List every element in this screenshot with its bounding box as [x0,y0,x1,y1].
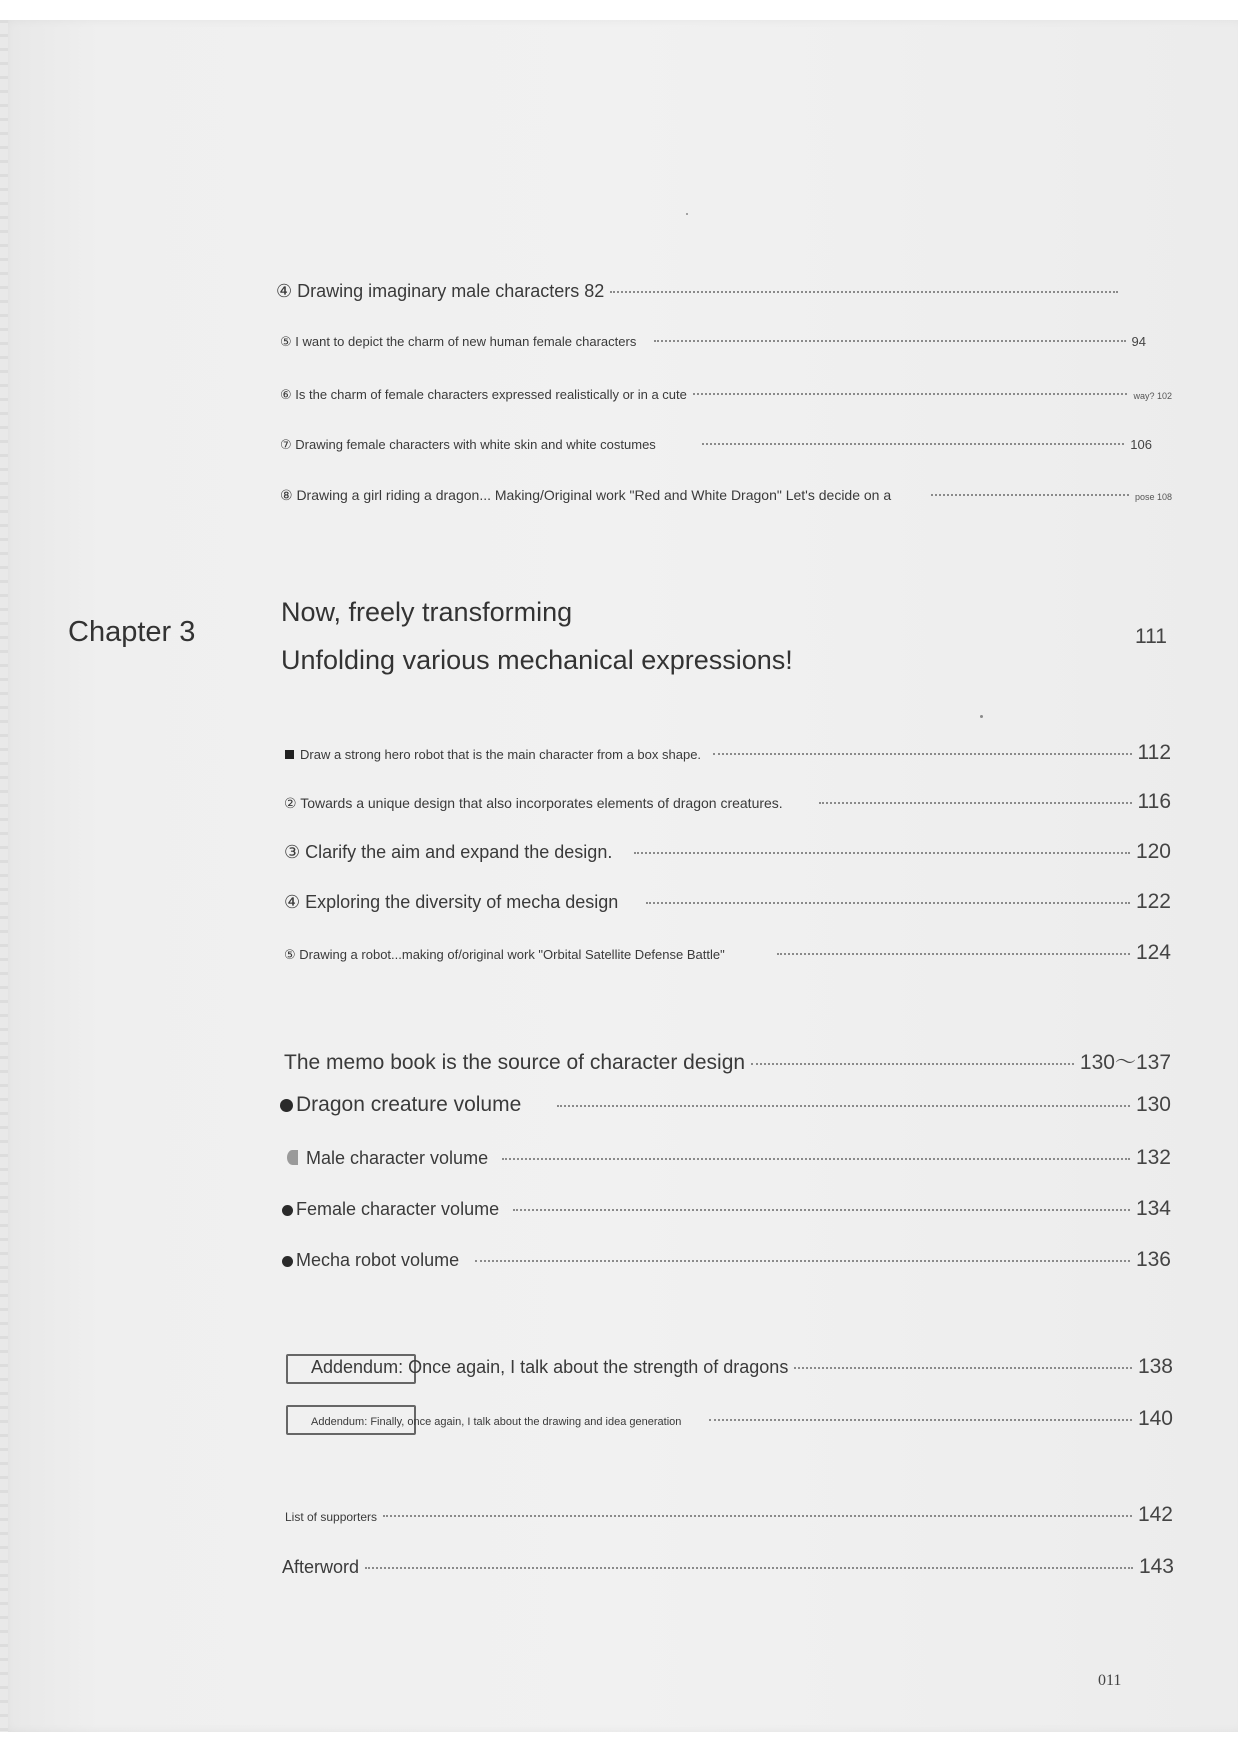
dot-leader [709,1419,1132,1421]
toc-entry-page: 106 [1130,437,1152,452]
toc-entry-page: pose 108 [1134,492,1172,502]
dot-leader [713,753,1131,755]
toc-entry-page: 132 [1135,1146,1171,1169]
toc-entry-label: ③ Clarify the aim and expand the design. [284,842,613,862]
round-bullet-icon [287,1150,298,1165]
dot-leader [646,902,1130,904]
chapter-label: Chapter 3 [68,616,196,648]
toc-entry-label [282,1250,459,1271]
dot-leader [383,1515,1132,1517]
toc-entry-page: 134 [1135,1197,1171,1220]
toc-entry-page: 130～137 [1079,1051,1171,1074]
toc-entry[interactable] [282,1248,1171,1272]
round-bullet-icon [282,1205,293,1216]
dot-leader [819,802,1132,804]
dot-leader [475,1260,1130,1262]
toc-entry-page: 122 [1135,890,1171,913]
toc-entry[interactable] [284,941,1171,965]
chapter-heading-line-2: Unfolding various mechanical expressions! [281,645,793,675]
toc-entry-label [282,1199,499,1220]
dot-leader [610,291,1118,293]
toc-entry[interactable] [287,1146,1171,1170]
toc-entry-label: Afterword [282,1557,360,1577]
toc-entry-label: ⑤ I want to depict the charm of new human female characters [280,334,637,349]
toc-entry-label: ⑤ Drawing a robot...making of/original work "Orbital Satellite Defense Battle" [284,947,725,962]
dot-leader [513,1209,1130,1211]
toc-entry-addendum[interactable] [311,1355,1173,1379]
toc-entry[interactable] [282,1555,1174,1579]
toc-entry[interactable] [285,1503,1173,1527]
toc-entry-label: ⑧ Drawing a girl riding a dragon... Making/Original work "Red and White Dragon" Let's decide on a [280,487,892,503]
toc-entry[interactable] [280,437,1152,453]
square-bullet-icon [285,750,294,759]
dot-leader [702,443,1124,445]
toc-entry[interactable] [285,741,1171,765]
toc-entry-label: ④ Exploring the diversity of mecha design [284,892,619,912]
toc-entry-text: Male character volume [306,1148,489,1168]
toc-entry-page: 142 [1137,1503,1173,1526]
dot-leader [777,953,1130,955]
toc-entry-label: List of supporters [285,1510,378,1524]
toc-entry-label: Addendum: Once again, I talk about the strength of dragons [311,1357,789,1377]
toc-entry[interactable] [284,890,1171,914]
dot-leader [654,340,1125,342]
toc-entry-page: 138 [1137,1355,1173,1378]
toc-entry-page: 143 [1138,1555,1174,1578]
chapter-page-number: 111 [1135,625,1167,648]
toc-entry-label [280,1093,521,1117]
toc-entry-text: Female character volume [296,1199,500,1219]
dot-leader [693,393,1128,395]
paper-speck [980,715,983,718]
toc-entry-text: Dragon creature volume [296,1093,522,1116]
toc-entry[interactable] [280,387,1172,403]
toc-entry-label: ② Towards a unique design that also incorporates elements of dragon creatures. [284,795,783,811]
toc-entry-memo-book[interactable] [284,1046,1171,1076]
paper-sheet [0,20,1238,1732]
round-bullet-icon [282,1256,293,1267]
chapter-heading-line-1: Now, freely transforming [281,597,573,627]
dot-leader [557,1105,1130,1107]
toc-entry-page: 124 [1135,941,1171,964]
toc-entry-addendum[interactable] [311,1407,1173,1431]
toc-entry-page: 94 [1131,334,1146,349]
round-bullet-icon [280,1099,293,1112]
toc-entry-label: The memo book is the source of character design [284,1051,746,1074]
dot-leader [634,852,1130,854]
toc-entry-label: ⑥ Is the charm of female characters expressed realistically or in a cute [280,387,687,402]
toc-entry-label [287,1148,488,1169]
toc-entry-label: ④ Drawing imaginary male characters 82 [276,281,605,301]
dot-leader [794,1367,1132,1369]
toc-entry-text: Mecha robot volume [296,1250,460,1270]
toc-entry[interactable] [280,487,1172,504]
paper-binding-edge [0,20,8,1732]
toc-entry[interactable] [284,840,1171,864]
toc-entry-label: Addendum: Finally, once again, I talk about the drawing and idea generation [311,1416,682,1428]
toc-entry[interactable] [284,790,1171,814]
toc-entry-page: 120 [1135,840,1171,863]
toc-entry-label [285,747,701,762]
toc-entry-page: 130 [1135,1093,1171,1116]
toc-entry-page: 116 [1137,790,1171,813]
dot-leader [931,494,1129,496]
page-folio: 011 [1098,1672,1122,1689]
dot-leader [751,1063,1074,1065]
toc-entry-page: 112 [1137,741,1171,764]
toc-entry-label: ⑦ Drawing female characters with white skin and white costumes [280,437,656,452]
dot-leader [365,1567,1133,1569]
dot-leader [502,1158,1130,1160]
toc-entry-page: 136 [1135,1248,1171,1271]
toc-entry-text: Draw a strong hero robot that is the main character from a box shape. [300,747,702,762]
toc-entry[interactable] [280,334,1146,350]
toc-entry[interactable] [282,1197,1171,1221]
paper-speck [686,213,688,215]
toc-entry[interactable] [276,281,1124,302]
toc-entry[interactable] [280,1093,1171,1117]
toc-entry-page: 140 [1137,1407,1173,1430]
toc-entry-page: way? 102 [1133,391,1172,401]
